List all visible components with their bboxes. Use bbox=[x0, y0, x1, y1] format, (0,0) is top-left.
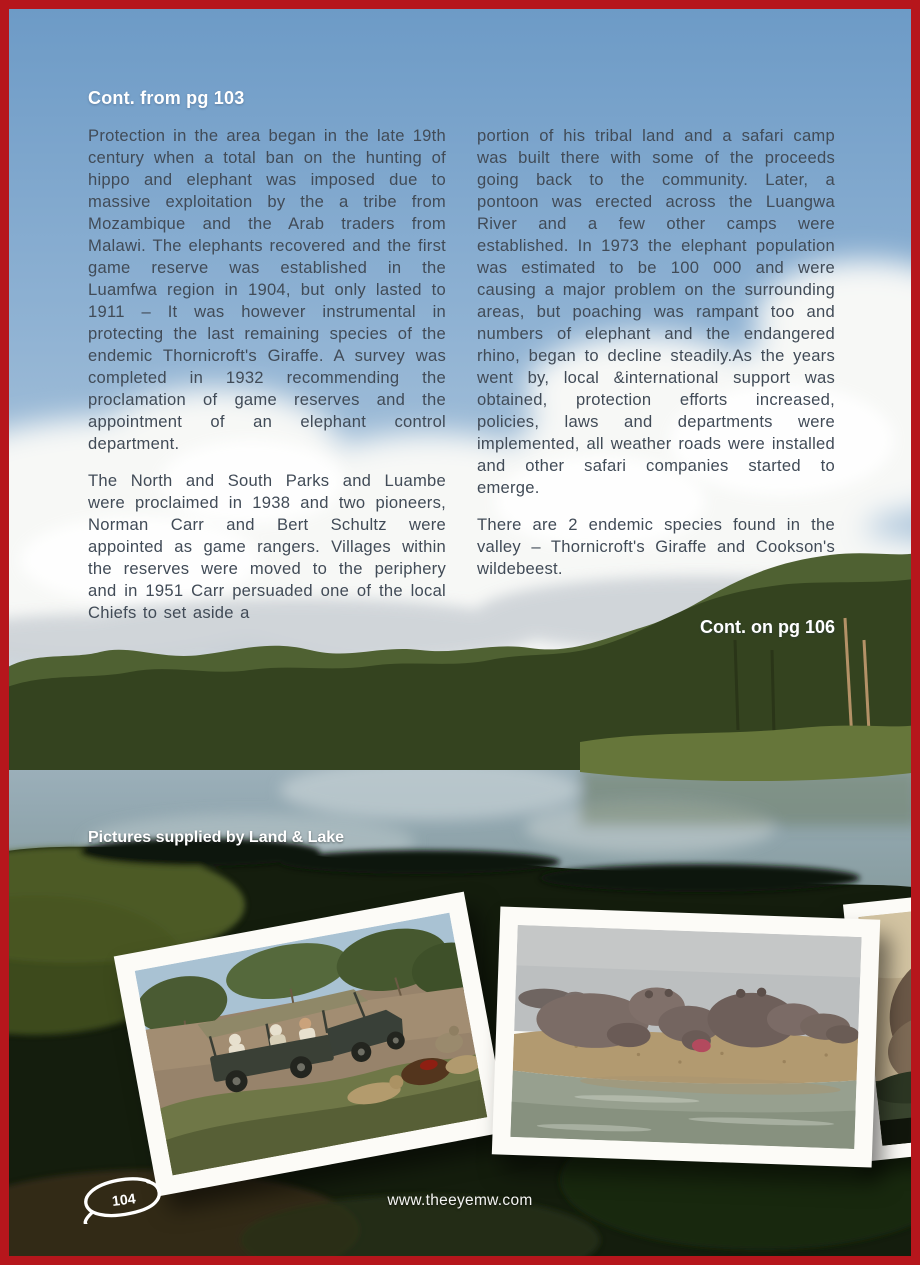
article-paragraph: The North and South Parks and Luambe were proclaimed in 1938 and two pioneers, Norman Carr and Bert Schultz were appointed as game rangers. Villages within the reserves were moved to the periphery and in 1951 Carr persuaded one of the local Chiefs to set aside a bbox=[88, 471, 446, 622]
continued-on-label: Cont. on pg 106 bbox=[700, 617, 835, 637]
hippo-pod-photo bbox=[492, 906, 880, 1167]
page-number: 104 bbox=[111, 1191, 137, 1210]
photo-credit: Pictures supplied by Land & Lake bbox=[88, 829, 345, 846]
website-url: www.theeyemw.com bbox=[387, 1192, 533, 1209]
article-paragraph: portion of his tribal land and a safari camp was built there with some of the proceeds going back to the community. Later, a pontoon was erected across the Luangwa River and a few other camps were established. In 1973 the elephant population was estimated to be 100 000 and were causing a major problem on the surrounding areas, but poaching was rampant too and numbers of elephant and the endangered rhino, began to decline steadily.As the years went by, local &international support was obtained, protection efforts increased, policies, laws and departments were implemented, all weather roads were installed and other safari companies started to emerge. bbox=[477, 126, 835, 497]
continued-from-label: Cont. from pg 103 bbox=[88, 88, 245, 108]
article-left-column bbox=[88, 125, 446, 624]
article-right-column bbox=[477, 125, 835, 624]
article-body bbox=[88, 125, 835, 624]
article-paragraph: There are 2 endemic species found in the valley – Thornicroft's Giraffe and Cookson's wildebeest. bbox=[477, 515, 835, 578]
article-paragraph: Protection in the area began in the late 19th century when a total ban on the hunting of hippo and elephant was imposed due to massive exploitation by the a tribe from Mozambique and the Arab traders from Malawi. The elephants recovered and the first game reserve was established in the Luamfwa region in 1904, but only lasted to 1911 – It was however instrumental in protecting the last remaining species of the endemic Thornicroft's Giraffe. A survey was completed in 1932 recommending the proclamation of game reserves and the appointment of an elephant control department. bbox=[88, 126, 446, 453]
